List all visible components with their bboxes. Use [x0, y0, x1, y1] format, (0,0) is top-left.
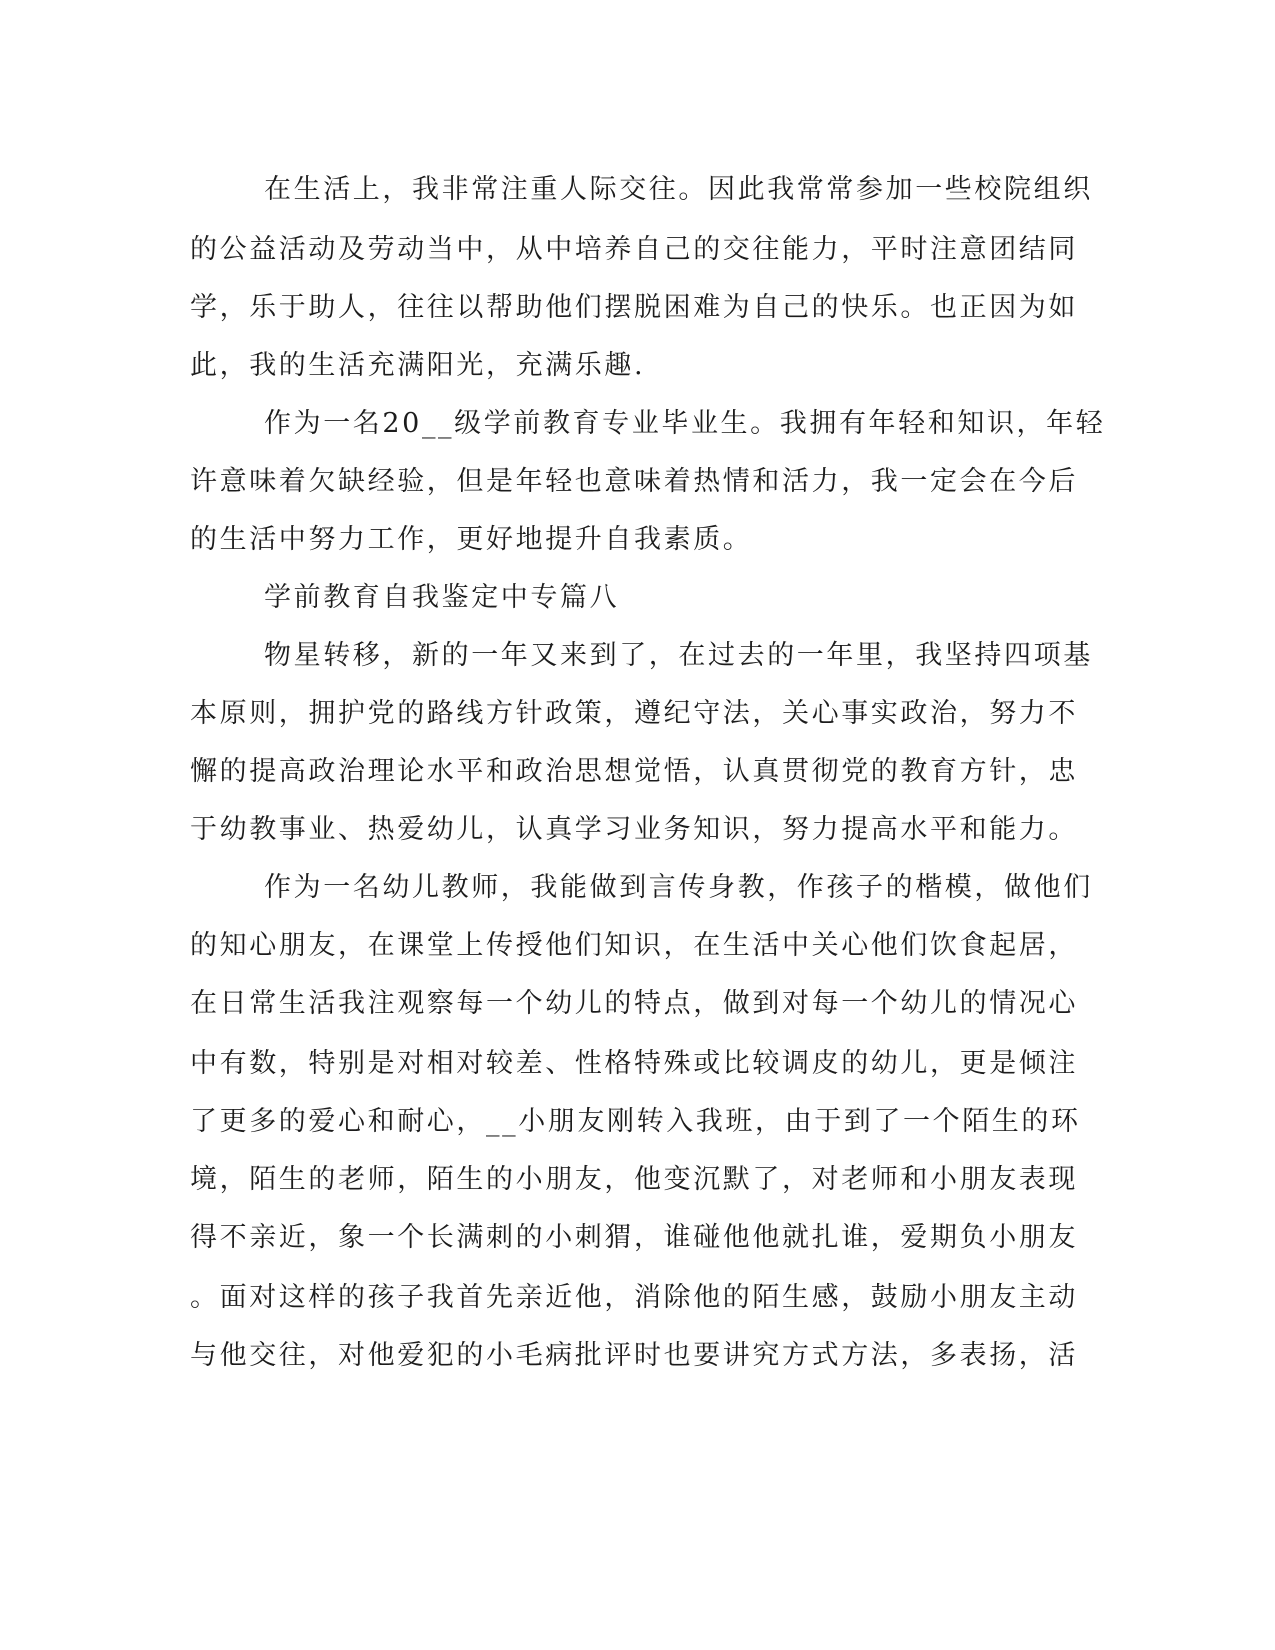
text-line: 在日常生活我注观察每一个幼儿的特点，做到对每一个幼儿的情况心	[190, 988, 1078, 1019]
text-line: 作为一名幼儿教师，我能做到言传身教，作孩子的楷模，做他们	[264, 872, 1093, 903]
text-line: 。面对这样的孩子我首先亲近他，消除他的陌生感，鼓励小朋友主动	[190, 1282, 1078, 1313]
text-line: 懈的提高政治理论水平和政治思想觉悟，认真贯彻党的教育方针，忠	[190, 756, 1078, 787]
text-line: 许意味着欠缺经验，但是年轻也意味着热情和活力，我一定会在今后	[190, 466, 1078, 497]
text-line: 中有数，特别是对相对较差、性格特殊或比较调皮的幼儿，更是倾注	[190, 1048, 1078, 1079]
text-line: 本原则，拥护党的路线方针政策，遵纪守法，关心事实政治，努力不	[190, 698, 1078, 729]
text-line: 于幼教事业、热爱幼儿，认真学习业务知识，努力提高水平和能力。	[190, 814, 1078, 845]
text-line: 的知心朋友，在课堂上传授他们知识，在生活中关心他们饮食起居，	[190, 930, 1078, 961]
text-line: 了更多的爱心和耐心，__小朋友刚转入我班，由于到了一个陌生的环	[190, 1106, 1081, 1137]
text-line: 学，乐于助人，往往以帮助他们摆脱困难为自己的快乐。也正因为如	[190, 292, 1078, 323]
text-line: 在生活上，我非常注重人际交往。因此我常常参加一些校院组织	[264, 174, 1093, 205]
text-line: 的生活中努力工作，更好地提升自我素质。	[190, 524, 753, 555]
text-line: 得不亲近，象一个长满刺的小刺猬，谁碰他他就扎谁，爱期负小朋友	[190, 1222, 1078, 1253]
text-line: 作为一名20__级学前教育专业毕业生。我拥有年轻和知识，年轻	[264, 408, 1106, 439]
text-line: 此，我的生活充满阳光，充满乐趣.	[190, 350, 646, 381]
text-line: 物星转移，新的一年又来到了，在过去的一年里，我坚持四项基	[264, 640, 1093, 671]
section-heading: 学前教育自我鉴定中专篇八	[264, 582, 620, 613]
text-line: 的公益活动及劳动当中，从中培养自己的交往能力，平时注意团结同	[190, 234, 1078, 265]
text-line: 境，陌生的老师，陌生的小朋友，他变沉默了，对老师和小朋友表现	[190, 1164, 1078, 1195]
text-line: 与他交往，对他爱犯的小毛病批评时也要讲究方式方法，多表扬，活	[190, 1340, 1078, 1371]
